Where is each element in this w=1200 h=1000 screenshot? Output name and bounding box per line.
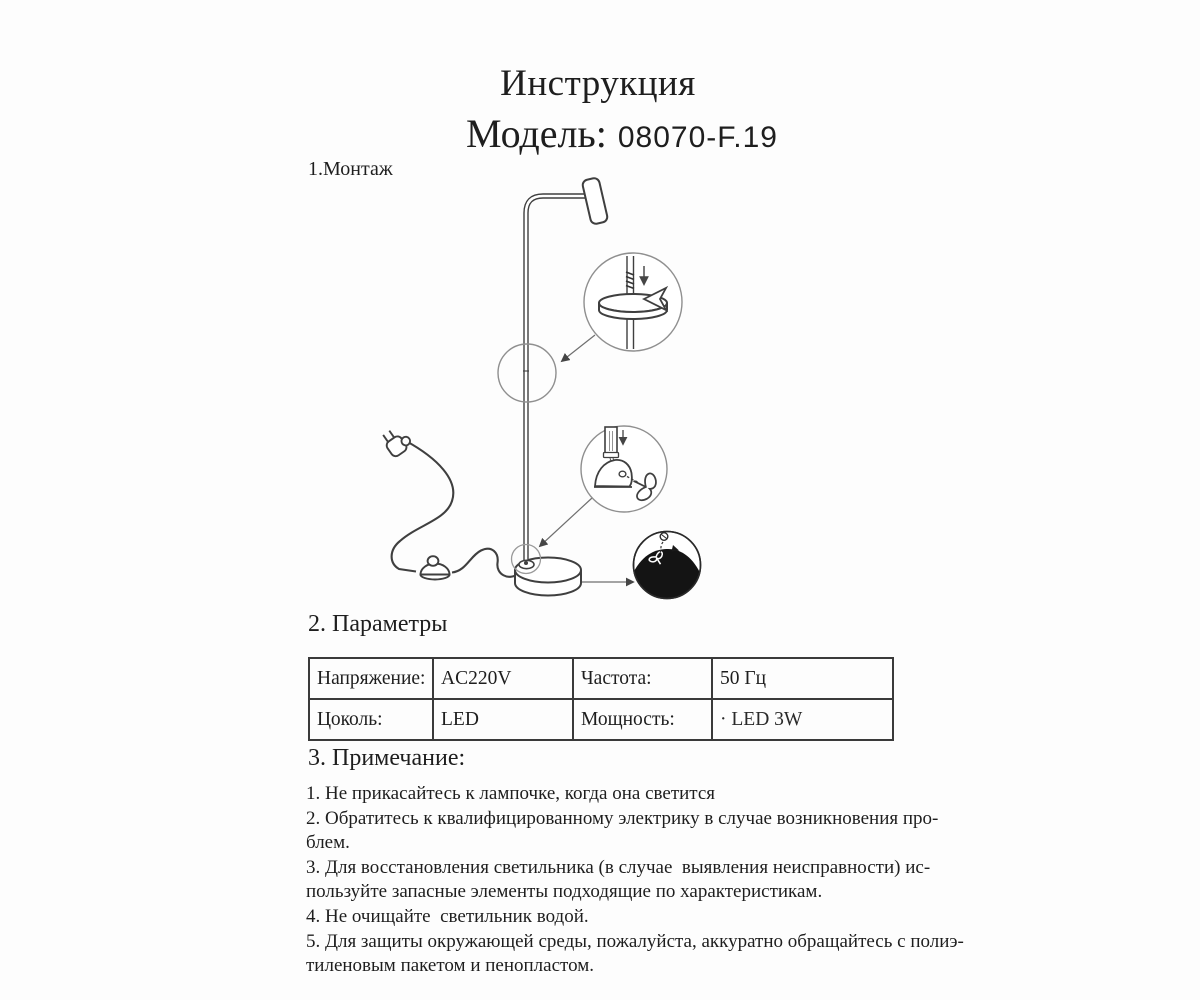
note-line: 4. Не очищайте светильник водой. [306,905,589,927]
detail-circle-outline [634,532,701,599]
foot-switch-icon [421,556,450,579]
page-title: Инструкция [500,63,696,104]
note-line: 2. Обратитесь к квалифицированному электрику в случае возникновения про- [306,807,939,829]
screw-icon [660,533,668,541]
section-heading-montage: 1.Монтаж [308,158,393,180]
param-label: Частота: [573,658,712,699]
param-label: Мощность: [573,699,712,740]
power-cord [392,441,518,577]
note-line: тиленовым пакетом и пенопластом. [306,955,594,977]
table-row [309,658,893,699]
power-plug-icon [380,424,414,458]
switch-button [428,556,439,566]
callout-arrows [540,335,633,582]
note-line: пользуйте запасные элементы подходящие по характеристикам. [306,881,823,903]
pole-end [605,427,617,454]
wing-nut-icon [648,551,666,568]
param-value: · LED 3W [712,699,893,740]
wing-nut-icon [627,468,659,503]
note-line: 1. Не прикасайтесь к лампочке, когда она светится [306,783,716,804]
lamp-pole [523,196,585,564]
note-line: 3. Для восстановления светильника (в случае выявления неисправности) ис- [306,856,931,878]
wires [610,458,618,467]
callout-arrow-joint [562,335,595,361]
parameters-table [308,657,894,741]
arrowhead [672,545,680,552]
section-heading-parameters: 2. Параметры [308,611,448,637]
thread-icon [626,272,634,289]
detail-base-mount [581,426,667,512]
model-label: Модель: [466,111,607,156]
pole-joint-highlight-circle [498,344,556,402]
plug-boot [400,435,412,447]
note-line: блем. [306,832,350,854]
detail-base-underside [630,532,702,602]
model-number: 08070-F.19 [617,121,778,154]
param-label: Цоколь: [309,699,433,740]
callout-arrow-base [540,498,592,546]
note-line: 5. Для защиты окружающей среды, пожалуйста, аккуратно обращайтесь с полиэ- [306,930,964,952]
table-row [309,699,893,740]
base-joint-highlight-circle [512,545,541,574]
param-label: Напряжение: [309,658,433,699]
lamp-base [515,558,581,596]
param-value: LED [433,699,573,740]
notes-list [306,782,966,979]
section-heading-notes: 3. Примечание: [308,745,466,771]
base-hub [519,560,534,568]
screw-hole [619,471,626,477]
plug-prong [389,431,394,438]
param-value: AC220V [433,658,573,699]
model-line [466,110,778,157]
detail-pole-screw-joint [584,253,682,351]
rotation-arrow-icon [599,288,667,319]
plug-body [385,434,409,458]
base-center-dome [595,460,632,487]
param-value: 50 Гц [712,658,893,699]
plug-prong [383,435,388,442]
base-silhouette [630,549,702,601]
lamp-head [582,177,609,225]
